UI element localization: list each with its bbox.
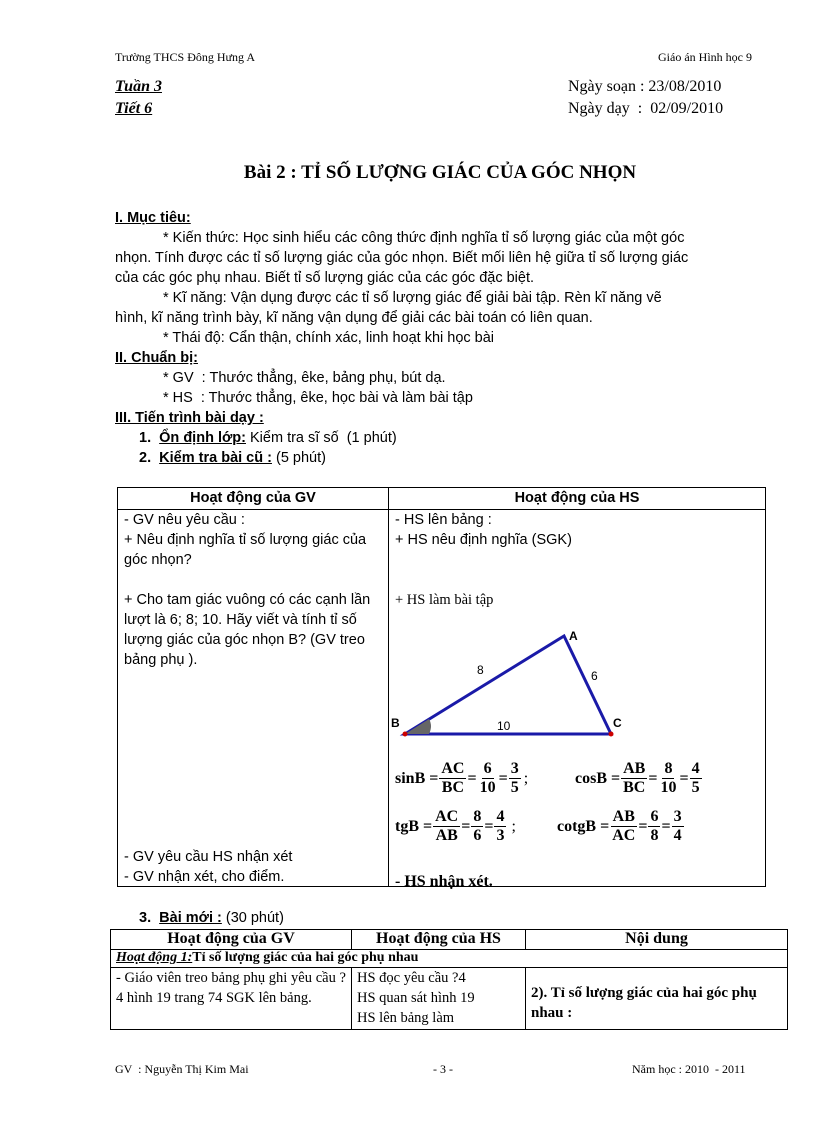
knowledge-line-2: nhọn. Tính được các tỉ số lượng giác của góc nhọn. Biết mối liên hệ giữa tỉ số lượng giác [115,250,689,266]
label-a: A [569,629,578,643]
step-3: 3. Bài mới : (30 phút) [139,910,284,926]
gv-item-3: + Cho tam giác vuông có các cạnh lần lượt là 6; 8; 10. Hãy viết và tính tỉ số lượng giác của góc nhọn B? (GV treo bảng phụ ). [124,592,371,668]
gv-item-2: + Nêu định nghĩa tỉ số lượng giác của góc nhọn? [124,532,367,568]
preparation-heading: II. Chuẩn bị: [115,350,198,366]
angle-b-mark [405,719,431,734]
col-hs-header-2: Hoạt động của HS [352,930,526,950]
prep-hs: * HS : Thước thẳng, êke, học bài và làm bài tập [163,390,473,406]
footer-year: Năm học : 2010 - 2011 [632,1062,746,1076]
teach-date: Ngày dạy : 02/09/2010 [568,100,724,117]
skills-line-1: * Kĩ năng: Vận dụng được các tỉ số lượng giác để giải bài tập. Rèn kĩ năng vẽ [163,290,662,306]
week-label: Tuần 3 [115,78,162,95]
sin-formula: sinB = $\frac{AC}{BC}$ = $\frac{6}{10}$ = $\frac{3}{5}$ ; [395,760,529,796]
col-nd-header: Nội dung [526,930,788,950]
process-heading: III. Tiến trình bài dạy : [115,410,264,426]
cotg-formula: cotgB = $\frac{AB}{AC}$ = $\frac{6}{8}$ = $\frac{3}{4}$ [557,808,682,844]
tg-formula: tgB = $\frac{AC}{AB}$ = $\frac{8}{6}$ = $\frac{4}{3}$ ; [395,808,516,844]
prep-date: Ngày soạn : 23/08/2010 [568,78,722,95]
side-bc-label: 10 [497,719,511,733]
hs-activity-1: HS đọc yêu cầu ?4 [357,970,466,986]
hs-activity-2: HS quan sát hình 19 [357,990,475,1006]
footer-page: - 3 - [433,1062,453,1076]
vertex-c [609,732,614,737]
content-cell: 2). Tỉ số lượng giác của hai góc phụ nhau : [526,968,788,1030]
label-c: C [613,716,622,730]
vertex-b [403,732,408,737]
gv-item-1: - GV nêu yêu cầu : [124,512,245,528]
prep-gv: * GV : Thước thẳng, êke, bảng phụ, bút dạ. [163,370,446,386]
step-2: 2. Kiểm tra bài cũ : (5 phút) [139,450,326,466]
col-gv-header: Hoạt động của GV [118,488,389,510]
subject-name: Giáo án Hình học 9 [658,50,752,64]
hs-item-2: + HS nêu định nghĩa (SGK) [395,532,572,548]
hs-activity-3: HS lên bảng làm [357,1010,455,1026]
step-1: 1. Ổn định lớp: Kiểm tra sĩ số (1 phút) [139,430,397,446]
page-title: Bài 2 : TỈ SỐ LƯỢNG GIÁC CỦA GÓC NHỌN [243,162,637,183]
skills-line-2: hình, kĩ năng trình bày, kĩ năng vận dụng để giải các bài toán có liên quan. [115,310,593,326]
knowledge-line-3: của các góc phụ nhau. Biết tỉ số lượng giác của các góc đặc biệt. [115,270,535,286]
activity-row: Hoạt động 1:Tỉ số lượng giác của hai góc phụ nhau [111,950,788,968]
label-b: B [391,716,400,730]
attitude-line: * Thái độ: Cẩn thận, chính xác, linh hoạt khi học bài [163,330,495,346]
hs-item-1: - HS lên bảng : [395,512,492,528]
objectives-heading: I. Mục tiêu: [115,210,191,226]
side-ab-label: 8 [477,663,484,677]
school-name: Trường THCS Đông Hưng A [115,50,256,64]
gv-item-5: - GV nhận xét, cho điểm. [124,869,285,885]
cos-formula: cosB = $\frac{AB}{BC}$ = $\frac{8}{10}$ = $\frac{4}{5}$ [575,760,700,796]
col-hs-header: Hoạt động của HS [389,488,766,510]
lesson-label: Tiết 6 [115,100,153,117]
gv-item-4: - GV yêu cầu HS nhận xét [124,849,293,865]
gv-activity: - Giáo viên treo bảng phụ ghi yêu cầu ?4 hình 19 trang 74 SGK lên bảng. [111,968,352,1030]
col-gv-header-2: Hoạt động của GV [111,930,352,950]
hs-item-4: - HS nhận xét. [395,873,493,890]
new-lesson-table [110,929,788,1030]
triangle-figure [389,610,649,750]
footer-teacher: GV : Nguyễn Thị Kim Mai [115,1062,249,1076]
knowledge-line-1: * Kiến thức: Học sinh hiểu các công thức định nghĩa tỉ số lượng giác của một góc [163,230,685,246]
hs-item-3: + HS làm bài tập [395,592,494,608]
review-table [117,487,766,890]
side-ac-label: 6 [591,669,598,683]
